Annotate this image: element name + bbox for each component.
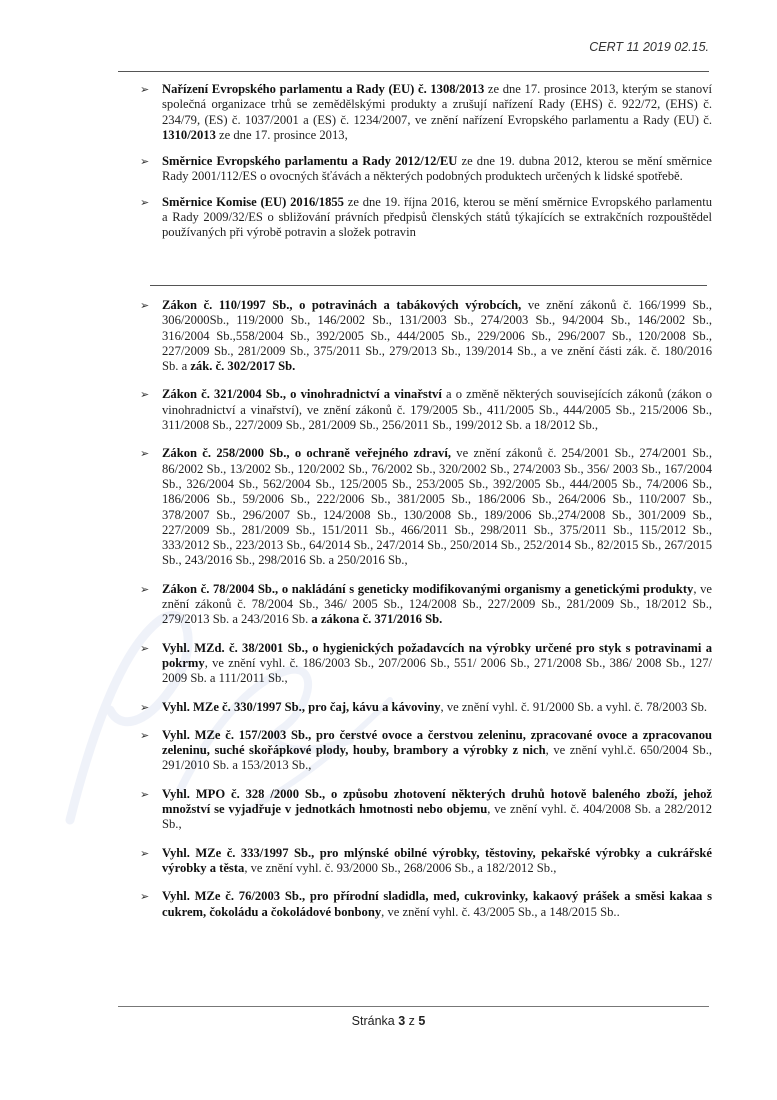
eu-regulation-item [140, 154, 712, 185]
arrow-bullet-icon: ➢ [140, 388, 150, 402]
citation-text: , ve znění zákonů č. 78/2004 Sb., 346/ 2005 Sb., 124/2008 Sb., 227/2009 Sb., 281/2009 Sb., 18/2012 Sb., 279/2013 Sb. a 243/2016 Sb. [162, 581, 712, 627]
czech-law-item [140, 728, 712, 774]
footer-divider [118, 1006, 709, 1007]
legal-citation: Nařízení Evropského parlamentu a Rady (EU) č. 1308/2013 [162, 82, 485, 96]
arrow-bullet-icon: ➢ [140, 447, 150, 461]
legal-citation: Vyhl. MZe č. 76/2003 Sb., pro přírodní sladidla, med, cukrovinky, kakaový prášek a směsi kakaa s cukrem, čokoládu a čokoládové bonbony [162, 889, 712, 919]
legal-citation: Směrnice Evropského parlamentu a Rady 2012/12/EU [162, 153, 458, 168]
czech-laws-list [140, 298, 712, 933]
legal-citation: Směrnice Komise (EU) 2016/1855 [162, 194, 344, 209]
legal-citation: zák. č. 302/2017 Sb. [190, 359, 296, 374]
czech-law-item [140, 889, 712, 920]
legal-citation: Zákon č. 78/2004 Sb., o nakládání s geneticky modifikovanými organismy a genetickými produkty [162, 581, 694, 596]
arrow-bullet-icon: ➢ [140, 700, 150, 714]
legal-citation: Zákon č. 258/2000 Sb., o ochraně veřejného zdraví, [162, 446, 451, 461]
current-page: 3 [398, 1014, 406, 1028]
czech-law-item [140, 298, 712, 374]
legal-citation: 1310/2013 [162, 127, 216, 142]
legal-citation: Zákon č. 321/2004 Sb., o vinohradnictví a vinařství [162, 387, 442, 402]
document-reference: CERT 11 2019 02.15. [589, 40, 709, 54]
eu-regulation-item [140, 82, 712, 143]
citation-text: , ve znění vyhl. č. 43/2005 Sb., a 148/2015 Sb.. [381, 904, 620, 919]
citation-text: ze dne 19. října 2016, kterou se mění směrnice Evropského parlamentu a Rady 2009/32/ES o sbližování právních předpisů členských států týkajících se extrakčních rozpouštědel používaných při výrobě potravin a složek potravin [162, 194, 712, 240]
citation-text: ve znění zákonů č. 166/1999 Sb., 306/2000Sb., 119/2000 Sb., 146/2002 Sb., 131/2003 Sb., 274/2003 Sb., 94/2004 Sb., 146/2002 Sb., 316/2004 Sb.,558/2004 Sb., 392/2005 Sb., 444/2005 Sb., 229/2006 Sb., 296/2007 Sb., 120/2008 Sb., 227/2009 Sb., 281/2009 Sb., 375/2011 Sb., 279/2013 Sb., 139/2014 Sb., a ve znění části zák. č. 180/2016 Sb. a [162, 298, 712, 374]
czech-law-item [140, 387, 712, 433]
arrow-bullet-icon: ➢ [140, 154, 150, 168]
citation-text: a o změně některých souvisejících zákonů (zákon o vinohradnictví a vinařství), ve znění zákonů č. 179/2005 Sb., 411/2005 Sb., 444/2005 Sb., 215/2006 Sb., 311/2008 Sb., 227/2009 Sb., 281/2009 Sb., 256/2011 Sb., 199/2012 Sb. a 18/2012 Sb., [162, 387, 712, 433]
eu-regulation-item [140, 195, 712, 241]
citation-text: ze dne 17. prosince 2013, kterým se stanoví společná organizace trhů se zemědělskými produkty a zrušují nařízení Rady (EHS) č. 922/72, (EHS) č. 234/79, (ES) č. 1037/2001 a (ES) č. 1234/2007, ve znění nařízení Evropského parlamentu a Rady (EU) č. [162, 82, 713, 127]
section-divider [150, 285, 707, 286]
legal-citation: Vyhl. MPO č. 328 /2000 Sb., o způsobu zhotovení některých druhů hotově baleného zboží, jehož množství se vyjadřuje v jednotkách hmotnosti nebo objemu [162, 786, 712, 817]
page-prefix: Stránka [351, 1014, 399, 1028]
legal-citation: Vyhl. MZd. č. 38/2001 Sb., o hygienických požadavcích na výrobky určené pro styk s potravinami a pokrmy [162, 640, 712, 670]
page-separator: z [405, 1014, 419, 1028]
legal-citation: Vyhl. MZe č. 330/1997 Sb., pro čaj, kávu a kávoviny [162, 699, 441, 714]
citation-text: ze dne 19. dubna 2012, kterou se mění směrnice Rady 2001/112/ES o ovocných šťávách a některých podobných produktech určených k lidské spotřebě. [162, 153, 712, 183]
arrow-bullet-icon: ➢ [140, 641, 150, 655]
arrow-bullet-icon: ➢ [140, 299, 150, 312]
citation-text: , ve znění vyhl.č. 650/2004 Sb., 291/2010 Sb. a 153/2013 Sb., [162, 743, 712, 773]
czech-law-item [140, 446, 712, 568]
arrow-bullet-icon: ➢ [140, 787, 150, 801]
header-divider [118, 71, 709, 72]
czech-law-item [140, 846, 712, 877]
legal-citation: Vyhl. MZe č. 157/2003 Sb., pro čerstvé ovoce a čerstvou zeleninu, zpracované ovoce a zpracovanou zeleninu, suché skořápkové plody, houby, brambory a výrobky z nich [162, 727, 712, 758]
citation-text: , ve znění vyhl. č. 93/2000 Sb., 268/2006 Sb., a 182/2012 Sb., [244, 860, 557, 875]
citation-text: , ve znění vyhl. č. 91/2000 Sb. a vyhl. č. 78/2003 Sb. [440, 699, 708, 714]
czech-law-item [140, 700, 712, 715]
arrow-bullet-icon: ➢ [140, 890, 150, 904]
arrow-bullet-icon: ➢ [140, 582, 150, 596]
arrow-bullet-icon: ➢ [140, 83, 150, 96]
czech-law-item [140, 787, 712, 833]
czech-law-item [140, 582, 712, 628]
czech-law-item [140, 641, 712, 687]
total-pages: 5 [418, 1014, 426, 1028]
citation-text: ze dne 17. prosince 2013, [215, 127, 348, 142]
arrow-bullet-icon: ➢ [140, 846, 150, 860]
arrow-bullet-icon: ➢ [140, 728, 150, 742]
eu-regulations-list [140, 82, 712, 251]
legal-citation: a zákona č. 371/2016 Sb. [311, 612, 443, 627]
citation-text: , ve znění vyhl. č. 404/2008 Sb. a 282/2012 Sb., [162, 802, 712, 832]
arrow-bullet-icon: ➢ [140, 195, 150, 209]
citation-text: , ve znění vyhl. č. 186/2003 Sb., 207/2006 Sb., 551/ 2006 Sb., 271/2008 Sb., 386/ 2008 Sb., 127/ 2009 Sb. a 111/2011 Sb., [162, 655, 712, 686]
citation-text: ve znění zákonů č. 254/2001 Sb., 274/2001 Sb., 86/2002 Sb., 13/2002 Sb., 120/2002 Sb., 76/2002 Sb., 320/2002 Sb., 274/2003 Sb., 356/ 2003 Sb., 167/2004 Sb., 326/2004 Sb., 562/2004 Sb., 125/2005 Sb., 253/2005 Sb., 392/2005 Sb., 444/2005 Sb., 74/2006 Sb., 186/2006 Sb., 59/2006 Sb., 222/2006 Sb., 381/2005 Sb., 186/2006 Sb., 264/2006 Sb., 110/2007 Sb., 378/2007 Sb., 296/2007 Sb., 124/2008 Sb., 130/2008 Sb., 189/2006 Sb.,274/2008 Sb., 301/2009 Sb., 227/2009 Sb., 281/2009 Sb., 151/2011 Sb., 466/2011 Sb., 298/2011 Sb., 375/2011 Sb., 115/2012 Sb., 333/2012 Sb., 223/2013 Sb., 64/2014 Sb., 247/2014 Sb., 250/2014 Sb., 252/2014 Sb., 82/2015 Sb., 267/2015 Sb., 243/2016 Sb., 298/2016 Sb. a 250/2016 Sb., [162, 446, 712, 568]
legal-citation: Vyhl. MZe č. 333/1997 Sb., pro mlýnské obilné výrobky, těstoviny, pekařské výrobky a cukrářské výrobky a těsta [162, 845, 712, 875]
page-number [0, 1014, 777, 1028]
legal-citation: Zákon č. 110/1997 Sb., o potravinách a tabákových výrobcích, [162, 298, 522, 312]
